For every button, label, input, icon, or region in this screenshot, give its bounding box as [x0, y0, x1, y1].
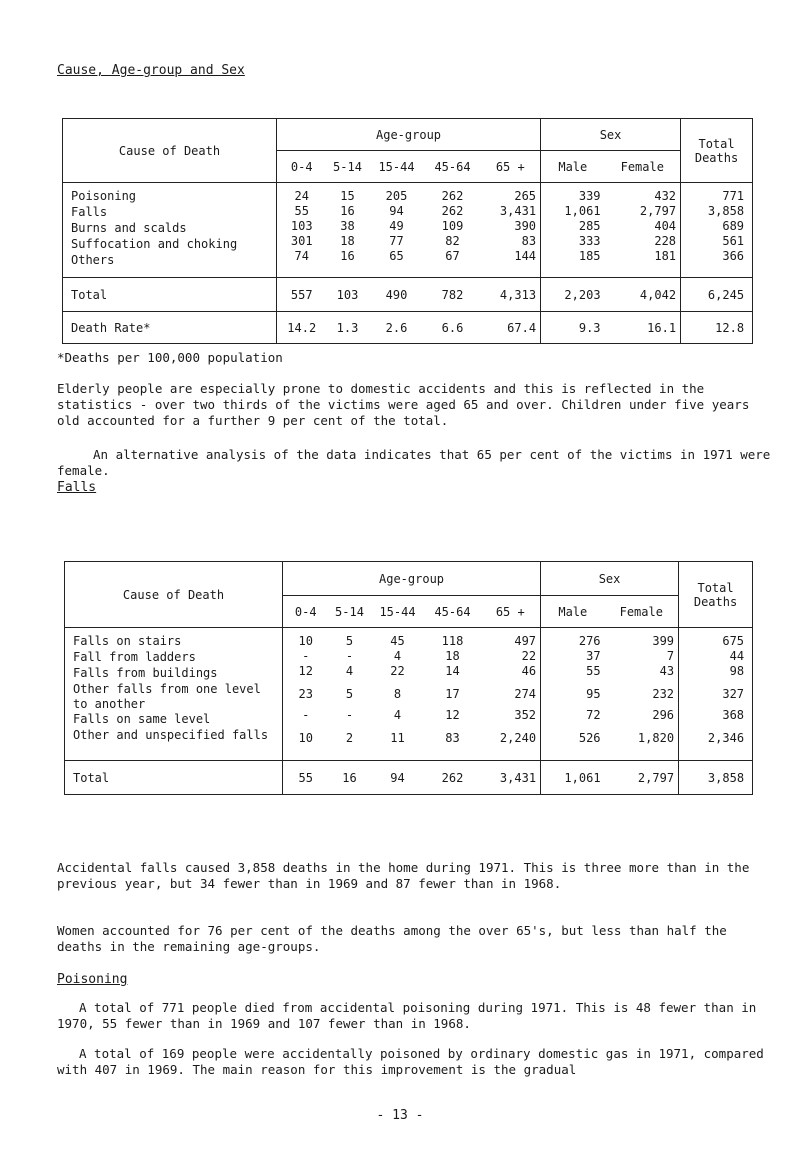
- table-cell: 2,346: [707, 731, 745, 745]
- table-cell: 17: [445, 687, 460, 701]
- table-cell: 497: [514, 634, 537, 648]
- table-cell: 390: [514, 219, 537, 233]
- table-cell: 327: [722, 687, 745, 701]
- table-cell: 285: [578, 219, 601, 233]
- table-cell: 228: [654, 234, 677, 248]
- table-cell: 12: [445, 708, 460, 722]
- table-cell: 103: [290, 219, 313, 233]
- table-cell: 232: [652, 687, 675, 701]
- age-column-cell: [369, 183, 425, 278]
- total-row: [65, 761, 753, 795]
- header-age-col: 5-14: [329, 596, 371, 628]
- table-cell: 771: [722, 189, 745, 203]
- table-cell: 3,858: [707, 204, 745, 218]
- table-cell: 15: [340, 189, 355, 203]
- cause-age-sex-table: [62, 118, 753, 344]
- table-cell: 22: [521, 649, 537, 663]
- header-age-col: 65 +: [481, 151, 541, 183]
- table-cell: 5: [345, 634, 354, 648]
- row-label: Falls from buildings: [73, 666, 218, 680]
- table-cell: 366: [722, 249, 745, 263]
- header-age-col: 0-4: [283, 596, 329, 628]
- row-label: Suffocation and choking: [71, 237, 238, 251]
- header-sex-col: Male: [541, 596, 605, 628]
- paragraph: A total of 169 people were accidentally poisoned by ordinary domestic gas in 1971, compared with 407 in 1969. The main reason for this improvement is the gradual: [57, 1046, 772, 1077]
- table-cell: 72: [586, 708, 601, 722]
- table-cell: 16.1: [605, 312, 681, 344]
- table-cell: 432: [654, 189, 677, 203]
- table-cell: 38: [340, 219, 355, 233]
- table-cell: 24: [294, 189, 309, 203]
- header-cause: Cause of Death: [65, 562, 283, 628]
- table-cell: 55: [283, 761, 329, 795]
- header-total-deaths: Total Deaths: [681, 119, 753, 183]
- table-cell: 1,820: [637, 731, 675, 745]
- table-cell: 561: [722, 234, 745, 248]
- total-row: [63, 278, 753, 312]
- paragraph: A total of 771 people died from accidental poisoning during 1971. This is 48 fewer than in 1970, 55 fewer than in 1969 and 107 fewer than in 1968.: [57, 1000, 764, 1031]
- table-cell: 4: [393, 708, 402, 722]
- footnote: *Deaths per 100,000 population: [57, 350, 283, 365]
- table-cell: 45: [390, 634, 405, 648]
- table-cell: 185: [578, 249, 601, 263]
- table-cell: 55: [294, 204, 309, 218]
- table-cell: 65: [389, 249, 404, 263]
- table-cell: 144: [514, 249, 537, 263]
- table-cell: 296: [652, 708, 675, 722]
- table-cell: 2,240: [499, 731, 537, 745]
- table-cell: 1.3: [327, 312, 369, 344]
- table-cell: 490: [369, 278, 425, 312]
- row-label: Falls on stairs: [73, 634, 182, 648]
- row-label: Death Rate*: [63, 312, 277, 344]
- table-cell: -: [302, 649, 310, 663]
- paragraph: Women accounted for 76 per cent of the deaths among the over 65's, but less than half the deaths in the remaining age-groups.: [57, 923, 735, 954]
- table-cell: 2,797: [605, 761, 679, 795]
- header-age-group: Age-group: [283, 562, 541, 596]
- total-column-cell: [681, 183, 753, 278]
- table-cell: 399: [652, 634, 675, 648]
- row-label: Poisoning: [71, 189, 137, 203]
- table-cell: 2,203: [541, 278, 605, 312]
- row-labels-cell: [63, 183, 277, 278]
- table-cell: 12.8: [681, 312, 753, 344]
- age-column-cell: [371, 628, 425, 761]
- falls-table: [64, 561, 753, 795]
- paragraph: An alternative analysis of the data indicates that 65 per cent of the victims in 1971 were female.: [57, 447, 778, 478]
- row-label: Total: [65, 761, 283, 795]
- table-cell: 37: [586, 649, 601, 663]
- header-age-col: 15-44: [369, 151, 425, 183]
- table-cell: 1,061: [541, 761, 605, 795]
- header-age-col: 0-4: [277, 151, 327, 183]
- table-cell: 23: [298, 687, 313, 701]
- table-cell: 181: [654, 249, 677, 263]
- table-cell: 276: [578, 634, 601, 648]
- table-cell: 557: [277, 278, 327, 312]
- header-age-group: Age-group: [277, 119, 541, 151]
- table-cell: 3,431: [481, 761, 541, 795]
- age-column-cell: [283, 628, 329, 761]
- table-cell: 404: [654, 219, 677, 233]
- table-cell: 301: [290, 234, 313, 248]
- table-cell: 6,245: [681, 278, 753, 312]
- table-cell: 109: [441, 219, 464, 233]
- age-column-cell: [425, 183, 481, 278]
- total-column-cell: [679, 628, 753, 761]
- paragraph: Accidental falls caused 3,858 deaths in the home during 1971. This is three more than in the previous year, but 34 fewer than in 1969 and 87 fewer than in 1968.: [57, 860, 757, 891]
- table-cell: 14.2: [277, 312, 327, 344]
- table-cell: 3,431: [499, 204, 537, 218]
- table-cell: 83: [521, 234, 537, 248]
- table-cell: 16: [329, 761, 371, 795]
- table-cell: 675: [722, 634, 745, 648]
- age-column-cell: [277, 183, 327, 278]
- table-cell: 22: [390, 664, 405, 678]
- header-age-col: 45-64: [425, 151, 481, 183]
- table-cell: 3,858: [679, 761, 753, 795]
- table-cell: 262: [441, 204, 464, 218]
- table-cell: 4,042: [605, 278, 681, 312]
- header-sex-col: Male: [541, 151, 605, 183]
- table-cell: 16: [340, 204, 355, 218]
- table-cell: 94: [371, 761, 425, 795]
- table-cell: 98: [729, 664, 745, 678]
- table-cell: 118: [441, 634, 464, 648]
- table-cell: 8: [393, 687, 402, 701]
- section-heading-cause: Cause, Age-group and Sex: [57, 63, 245, 78]
- table-cell: 44: [729, 649, 745, 663]
- table-cell: 49: [389, 219, 404, 233]
- table-cell: 262: [441, 189, 464, 203]
- sex-column-cell: [541, 183, 605, 278]
- table-cell: 67: [445, 249, 460, 263]
- age-column-cell: [329, 628, 371, 761]
- table-cell: 2,797: [639, 204, 677, 218]
- table-cell: -: [345, 708, 354, 722]
- table-cell: 95: [586, 687, 601, 701]
- sex-column-cell: [541, 628, 605, 761]
- age-column-cell: [327, 183, 369, 278]
- table-cell: 4: [393, 649, 402, 663]
- table-cell: 10: [298, 634, 313, 648]
- table-cell: 339: [578, 189, 601, 203]
- table-cell: 265: [514, 189, 537, 203]
- header-sex: Sex: [541, 119, 681, 151]
- header-age-col: 45-64: [425, 596, 481, 628]
- section-heading-falls: Falls: [57, 480, 97, 495]
- sex-column-cell: [605, 183, 681, 278]
- section-heading-poisoning: Poisoning: [57, 972, 128, 987]
- header-total-deaths: Total Deaths: [679, 562, 753, 628]
- table-cell: 82: [445, 234, 460, 248]
- table-cell: 6.6: [425, 312, 481, 344]
- table-cell: 16: [340, 249, 355, 263]
- data-rows: [63, 183, 753, 278]
- table-cell: 205: [385, 189, 408, 203]
- table-cell: 2: [345, 731, 354, 745]
- table-cell: 94: [389, 204, 404, 218]
- paragraph: Elderly people are especially prone to domestic accidents and this is reflected in the statistics - over two thirds of the victims were aged 65 and over. Children under five years old accounted for a further 9 per cent of the total.: [57, 381, 757, 428]
- table-cell: 274: [514, 687, 537, 701]
- table-cell: 526: [578, 731, 601, 745]
- header-age-col: 15-44: [371, 596, 425, 628]
- table-cell: 352: [514, 708, 537, 722]
- age-column-cell: [481, 628, 541, 761]
- table-cell: 1,061: [564, 204, 601, 218]
- table-cell: 333: [578, 234, 601, 248]
- header-sex: Sex: [541, 562, 679, 596]
- data-rows: [65, 628, 753, 761]
- table-cell: 43: [659, 664, 675, 678]
- table-cell: -: [302, 708, 310, 722]
- death-rate-row: [63, 312, 753, 344]
- table-cell: 18: [445, 649, 460, 663]
- table-cell: 7: [666, 649, 675, 663]
- table-cell: 11: [390, 731, 405, 745]
- row-label: Others: [71, 253, 115, 267]
- header-sex-col: Female: [605, 596, 679, 628]
- header-age-col: 5-14: [327, 151, 369, 183]
- row-label: Total: [63, 278, 277, 312]
- table-cell: 18: [340, 234, 355, 248]
- table-cell: 368: [722, 708, 745, 722]
- age-column-cell: [425, 628, 481, 761]
- table-cell: 689: [722, 219, 745, 233]
- table-cell: 782: [425, 278, 481, 312]
- table-cell: 83: [445, 731, 460, 745]
- age-column-cell: [481, 183, 541, 278]
- table-cell: 67.4: [481, 312, 541, 344]
- table-cell: 4,313: [481, 278, 541, 312]
- table-cell: 10: [298, 731, 313, 745]
- page-number: - 13 -: [376, 1108, 424, 1123]
- row-label: Burns and scalds: [71, 221, 187, 235]
- table-cell: 46: [521, 664, 537, 678]
- table-cell: 55: [586, 664, 601, 678]
- row-label: Falls on same level: [73, 712, 211, 726]
- table-cell: 262: [425, 761, 481, 795]
- row-label: Other and unspecified falls: [73, 728, 269, 742]
- sex-column-cell: [605, 628, 679, 761]
- table-cell: 2.6: [369, 312, 425, 344]
- header-cause: Cause of Death: [63, 119, 277, 183]
- row-labels-cell: [65, 628, 283, 761]
- header-age-col: 65 +: [481, 596, 541, 628]
- table-cell: 14: [445, 664, 460, 678]
- table-cell: 9.3: [541, 312, 605, 344]
- table-cell: 12: [298, 664, 313, 678]
- table-cell: 4: [345, 664, 354, 678]
- table-cell: 77: [389, 234, 404, 248]
- table-cell: 74: [294, 249, 309, 263]
- table-cell: 103: [327, 278, 369, 312]
- table-cell: -: [345, 649, 354, 663]
- header-sex-col: Female: [605, 151, 681, 183]
- table-cell: 5: [345, 687, 354, 701]
- row-label: Fall from ladders: [73, 650, 196, 664]
- row-label: Falls: [71, 205, 108, 219]
- row-label: Other falls from one level to another: [73, 682, 261, 711]
